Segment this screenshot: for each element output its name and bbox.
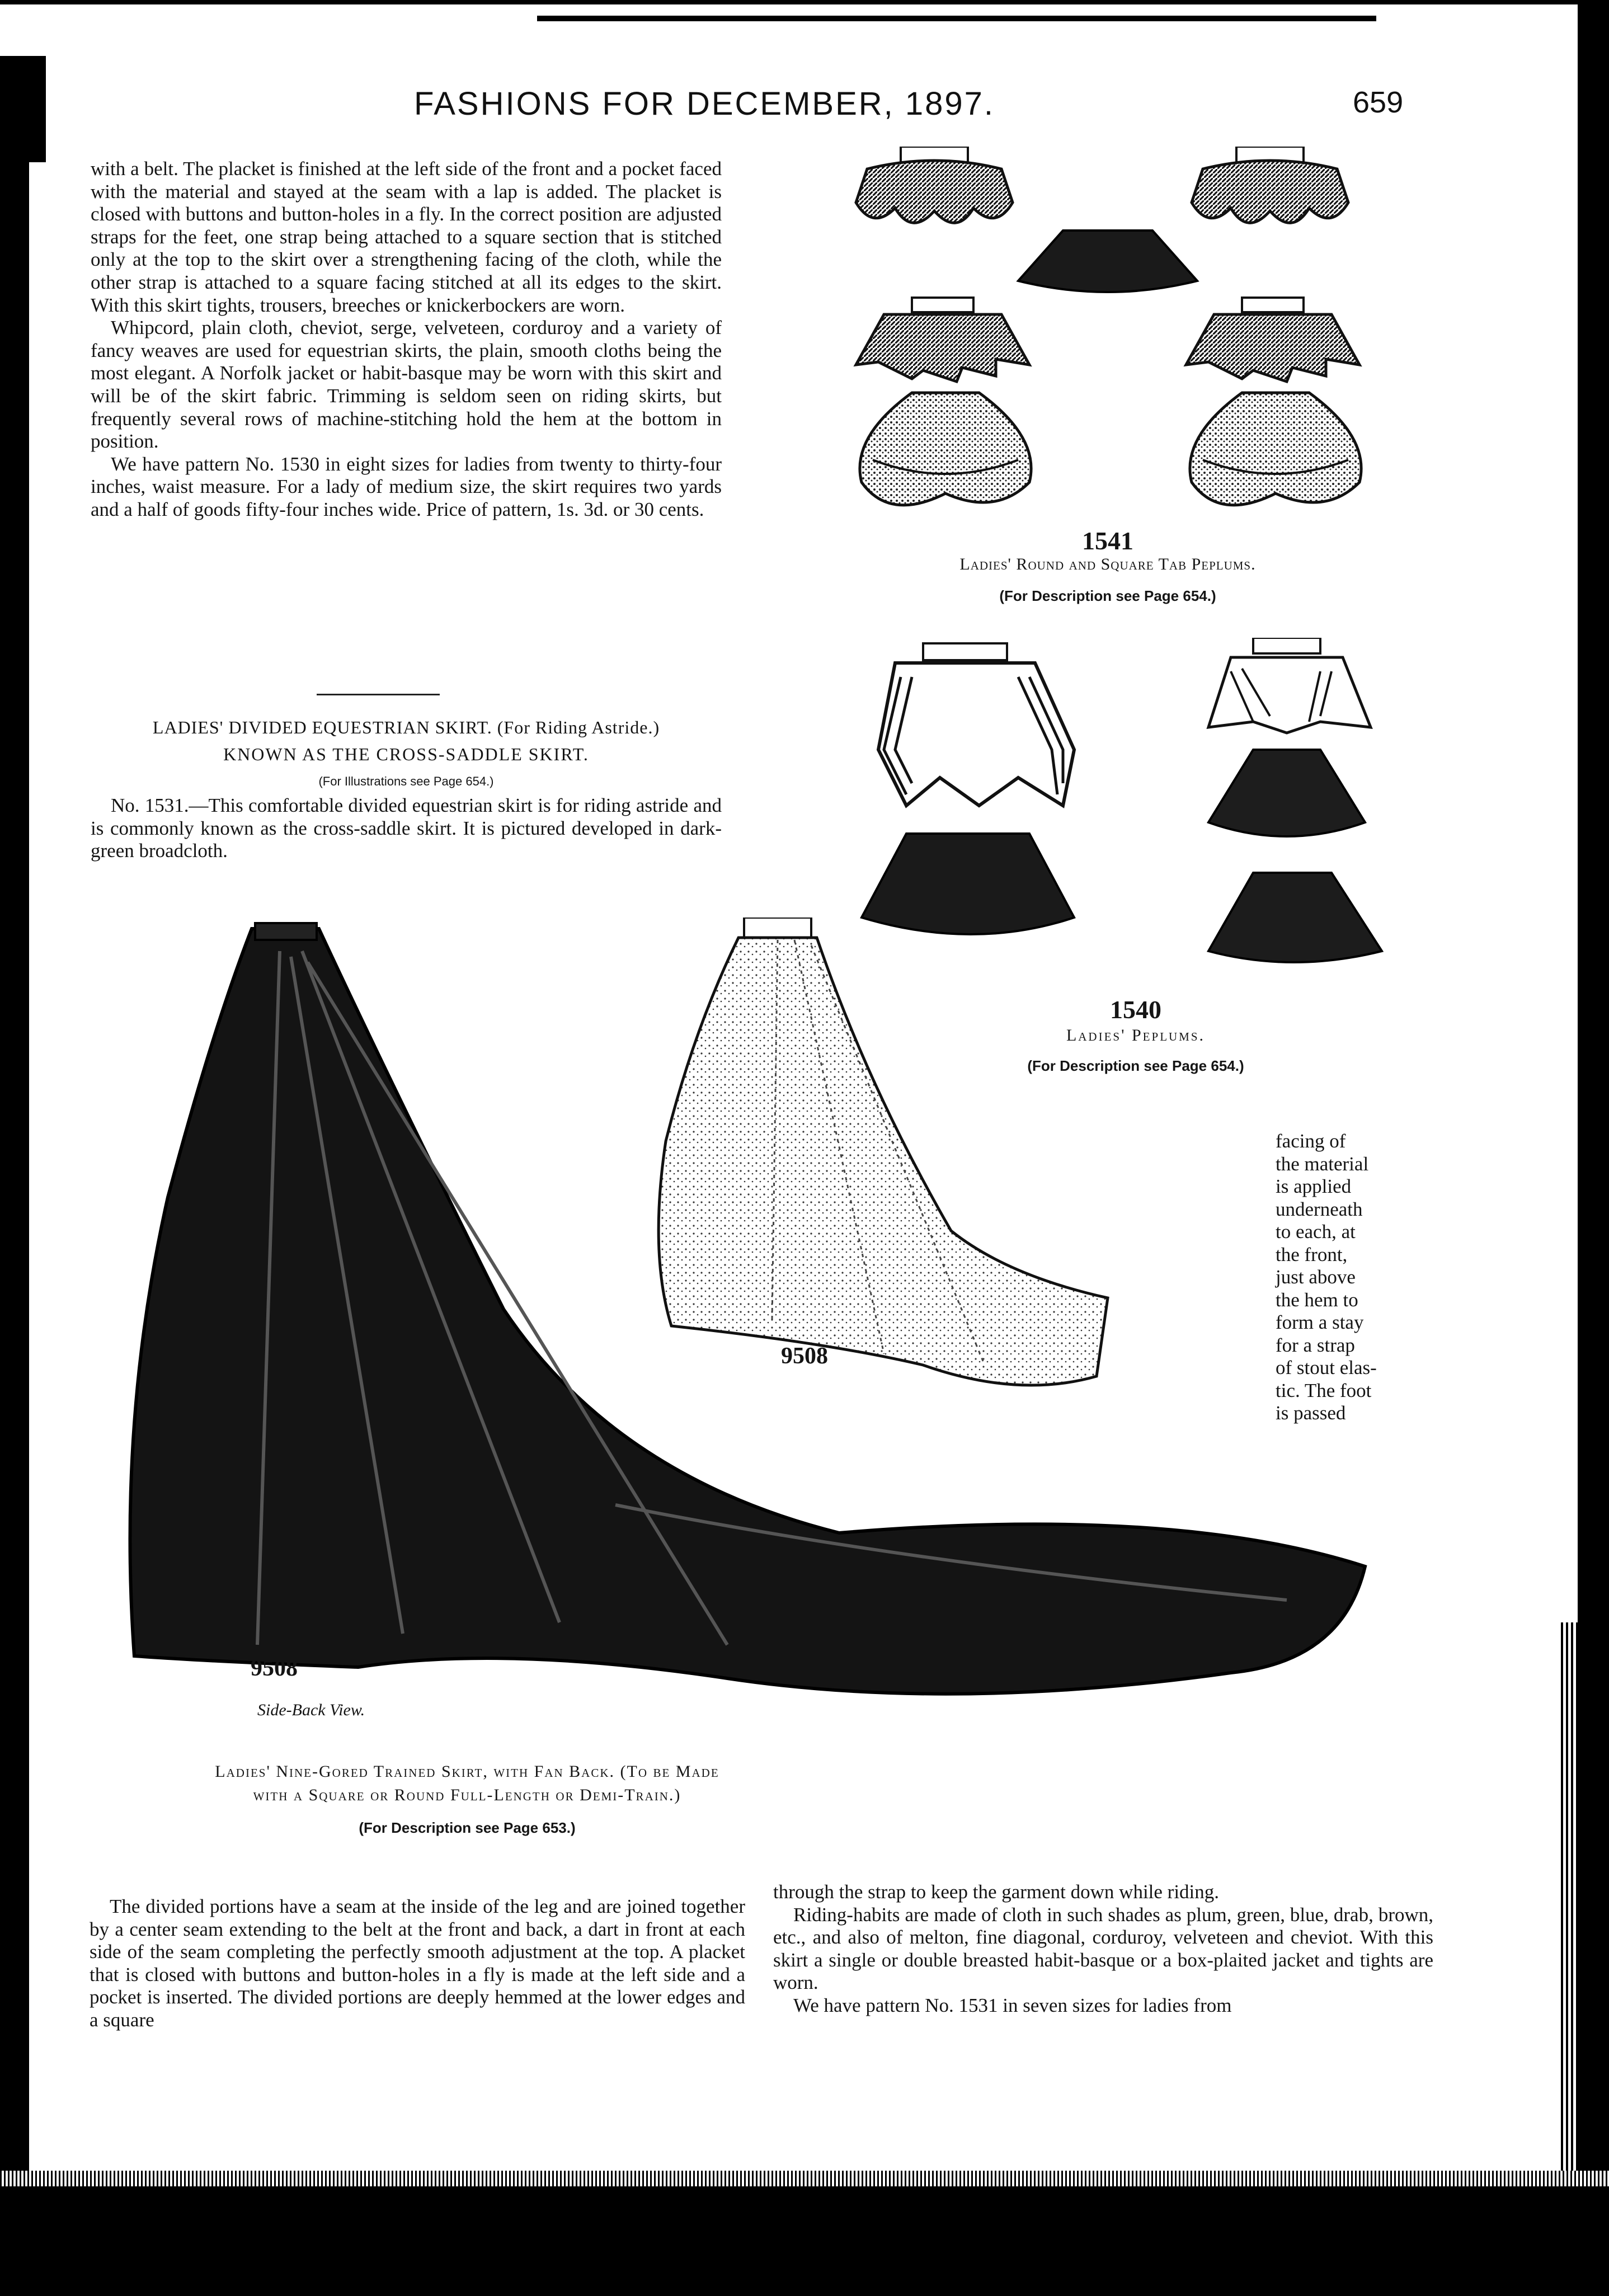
- paragraph: with a belt. The placket is finished at the left side of the front and a pocket faced with the material and stayed at the seam with a lap is added. The placket is closed with buttons and button-holes in a fly. In the correct position are adjusted straps for the feet, one strap being attached to a square section that is stitched only at the top to the skirt over a strengthening facing of the cloth, while the other strap is attached to a square facing stitched at all its edges to the skirt. With this skirt tights, trousers, breeches or knickerbockers are worn.: [91, 158, 722, 316]
- text-line: just above: [1276, 1266, 1356, 1288]
- paragraph: We have pattern No. 1531 in seven sizes for ladies from: [793, 1994, 1232, 2016]
- narrow-text-column: [1276, 1130, 1427, 1425]
- peplum-scalloped-back: [1192, 147, 1348, 223]
- scan-border-bottom: [0, 2186, 1609, 2296]
- page-title: FASHIONS FOR DECEMBER, 1897.: [414, 86, 995, 122]
- peplum-scalloped-front: [856, 147, 1013, 223]
- section-subheading: KNOWN AS THE CROSS-SADDLE SKIRT.: [223, 744, 589, 764]
- figure-caption-1541: Ladies' Round and Square Tab Peplums.: [959, 555, 1256, 573]
- peplum-illustrations-1541: [828, 147, 1387, 527]
- scan-border-left: [0, 56, 29, 2187]
- paragraph: through the strap to keep the garment down while riding.: [773, 1881, 1220, 1903]
- figure-caption-9508-line2: with a Square or Round Full-Length or Demi-Train.): [253, 1786, 681, 1804]
- text-line: underneath: [1276, 1198, 1363, 1220]
- left-column-text: [91, 158, 722, 521]
- figure-number-1541: 1541: [1082, 526, 1133, 555]
- text-line: facing of: [1276, 1130, 1346, 1152]
- text-line: form a stay: [1276, 1311, 1364, 1333]
- scan-border-bottom-noise: [0, 2171, 1609, 2186]
- figure-number-9508-back: 9508: [251, 1655, 298, 1681]
- paragraph: Whipcord, plain cloth, cheviot, serge, velveteen, corduroy and a variety of fancy weaves are used for equestrian skirts, the plain, smooth cloths being the most elegant. A Norfolk jacket or habit-basque may be worn with this skirt and will be of the skirt fabric. Trimming is seldom seen on riding skirts, but frequently several rows of machine-stitching hold the hem at the bottom in position.: [91, 317, 722, 453]
- text-line: of stout elas-: [1276, 1357, 1377, 1378]
- text-line: is passed: [1276, 1402, 1346, 1424]
- figure-number-9508-front: 9508: [781, 1343, 828, 1369]
- section-body: [91, 794, 722, 863]
- paragraph: The divided portions have a seam at the inside of the leg and are joined together by a center seam extending to the belt at the front and back, a dart in front at each side of the seam completing the perfectly smooth adjustment at the top. A placket that is closed with buttons and button-holes in a fly is made at the left side and a pocket is inserted. The divided portions are deeply hemmed at the lower edges and a square: [90, 1895, 745, 2031]
- view-label: Side-Back View.: [257, 1701, 365, 1719]
- paragraph: Riding-habits are made of cloth in such shades as plum, green, blue, drab, brown, etc., and also of melton, fine diagonal, corduroy, velveteen and cheviot. With this skirt a single or double breasted habit-basque or a box-plaited jacket and tights are worn.: [773, 1903, 1433, 1994]
- paragraph: No. 1531.—This comfortable divided equestrian skirt is for riding astride and is commonly known as the cross-saddle skirt. It is pictured developed in dark-green broadcloth.: [91, 794, 722, 862]
- text-line: for a strap: [1276, 1334, 1355, 1356]
- scan-border-top: [0, 0, 1609, 4]
- figure-reference-9508: (For Description see Page 653.): [359, 1819, 576, 1836]
- figure-caption-9508-line1: Ladies' Nine-Gored Trained Skirt, with Fan Back. (To be Made: [215, 1762, 719, 1781]
- text-line: the hem to: [1276, 1288, 1358, 1311]
- figure-reference-1540: (For Description see Page 654.): [1027, 1057, 1244, 1074]
- peplum-striped-front: [878, 643, 1074, 806]
- scan-border-top-mark: [537, 16, 1376, 21]
- page-number: 659: [1353, 86, 1404, 119]
- figure-number-1540: 1540: [1110, 995, 1161, 1024]
- peplum-square-tab-back: [1186, 298, 1359, 382]
- text-line: tic. The foot: [1276, 1379, 1372, 1401]
- peplum-ruffled-back: [1190, 393, 1361, 505]
- bottom-left-column: [90, 1895, 745, 2032]
- skirt-illustration-9508: [112, 918, 1455, 1835]
- figure-caption-1540: Ladies' Peplums.: [1066, 1026, 1206, 1045]
- bottom-right-column: [773, 1881, 1433, 2017]
- scan-border-left-mark: [29, 56, 46, 162]
- peplum-square-tab-front: [856, 298, 1029, 382]
- scan-border-right: [1578, 0, 1609, 2296]
- text-line: to each, at: [1276, 1221, 1356, 1243]
- text-line: the front,: [1276, 1243, 1348, 1265]
- peplum-striped-back: [1208, 638, 1371, 733]
- peplum-plain-dark: [1018, 230, 1197, 292]
- text-line: the material: [1276, 1152, 1369, 1175]
- paragraph: We have pattern No. 1530 in eight sizes for ladies from twenty to thirty-four inches, waist measure. For a lady of medium size, the skirt requires two yards and a half of goods fifty-four inches wide. Price of pattern, 1s. 3d. or 30 cents.: [91, 453, 722, 520]
- text-line: is applied: [1276, 1175, 1352, 1197]
- peplum-dark-middle: [1208, 750, 1365, 836]
- section-divider: [317, 694, 440, 695]
- section-reference: (For Illustrations see Page 654.): [318, 774, 494, 788]
- figure-reference-1541: (For Description see Page 654.): [999, 587, 1216, 604]
- section-heading: LADIES' DIVIDED EQUESTRIAN SKIRT. (For Riding Astride.): [152, 717, 660, 737]
- peplum-ruffled-front: [860, 393, 1031, 505]
- skirt-front-view: [658, 918, 1108, 1385]
